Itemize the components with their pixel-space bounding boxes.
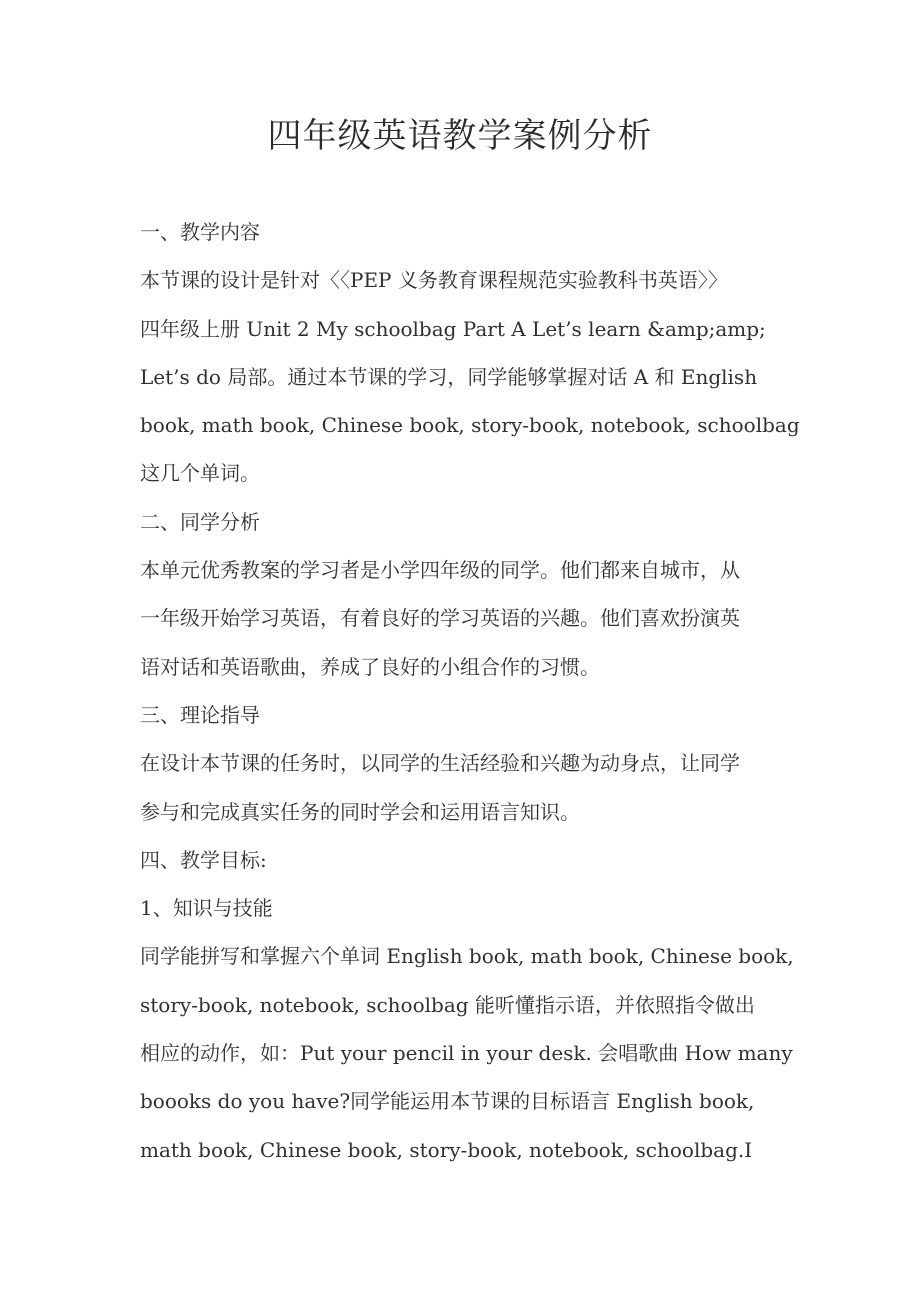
paragraph-line: 一年级开始学习英语，有着良好的学习英语的兴趣。他们喜欢扮演英 xyxy=(140,606,740,631)
paragraph-line: 同学能拼写和掌握六个单词 English book, math book, Chinese book, xyxy=(140,944,794,969)
subsection-heading-knowledge-skills: 1、知识与技能 xyxy=(140,896,273,921)
section-heading-student-analysis: 二、同学分析 xyxy=(140,509,260,534)
section-heading-objectives: 四、教学目标: xyxy=(140,847,267,872)
paragraph-line: 四年级上册 Unit 2 My schoolbag Part A Let’s learn &amp;amp; xyxy=(140,316,766,341)
section-heading-theory: 三、理论指导 xyxy=(140,702,260,727)
document-body xyxy=(140,208,830,1174)
paragraph-line: math book, Chinese book, story-book, notebook, schoolbag.I xyxy=(140,1137,753,1162)
section-heading-teaching-content: 一、教学内容 xyxy=(140,220,260,244)
paragraph-line: book, math book, Chinese book, story-book, notebook, schoolbag xyxy=(140,413,800,438)
paragraph-line: 这几个单词。 xyxy=(140,461,260,486)
paragraph-line: boooks do you have?同学能运用本节课的目标语言 English book, xyxy=(140,1089,755,1114)
paragraph-line: 本节课的设计是针对〈〈PEP 义务教育课程规范实验教科书英语〉〉 xyxy=(140,268,728,293)
paragraph-line: 在设计本节课的任务时，以同学的生活经验和兴趣为动身点，让同学 xyxy=(140,751,740,776)
paragraph-line: 参与和完成真实任务的同时学会和运用语言知识。 xyxy=(140,799,580,824)
paragraph-line: Let’s do 局部。通过本节课的学习，同学能够掌握对话 A 和 English xyxy=(140,364,758,389)
document-title: 四年级英语教学案例分析 xyxy=(267,116,653,156)
paragraph-line: story-book, notebook, schoolbag 能听懂指示语，并依照指令做出 xyxy=(140,992,755,1017)
paragraph-line: 相应的动作，如：Put your pencil in your desk. 会唱歌曲 How many xyxy=(140,1041,793,1066)
paragraph-line: 本单元优秀教案的学习者是小学四年级的同学。他们都来自城市，从 xyxy=(140,558,740,583)
paragraph-line: 语对话和英语歌曲，养成了良好的小组合作的习惯。 xyxy=(140,654,600,679)
